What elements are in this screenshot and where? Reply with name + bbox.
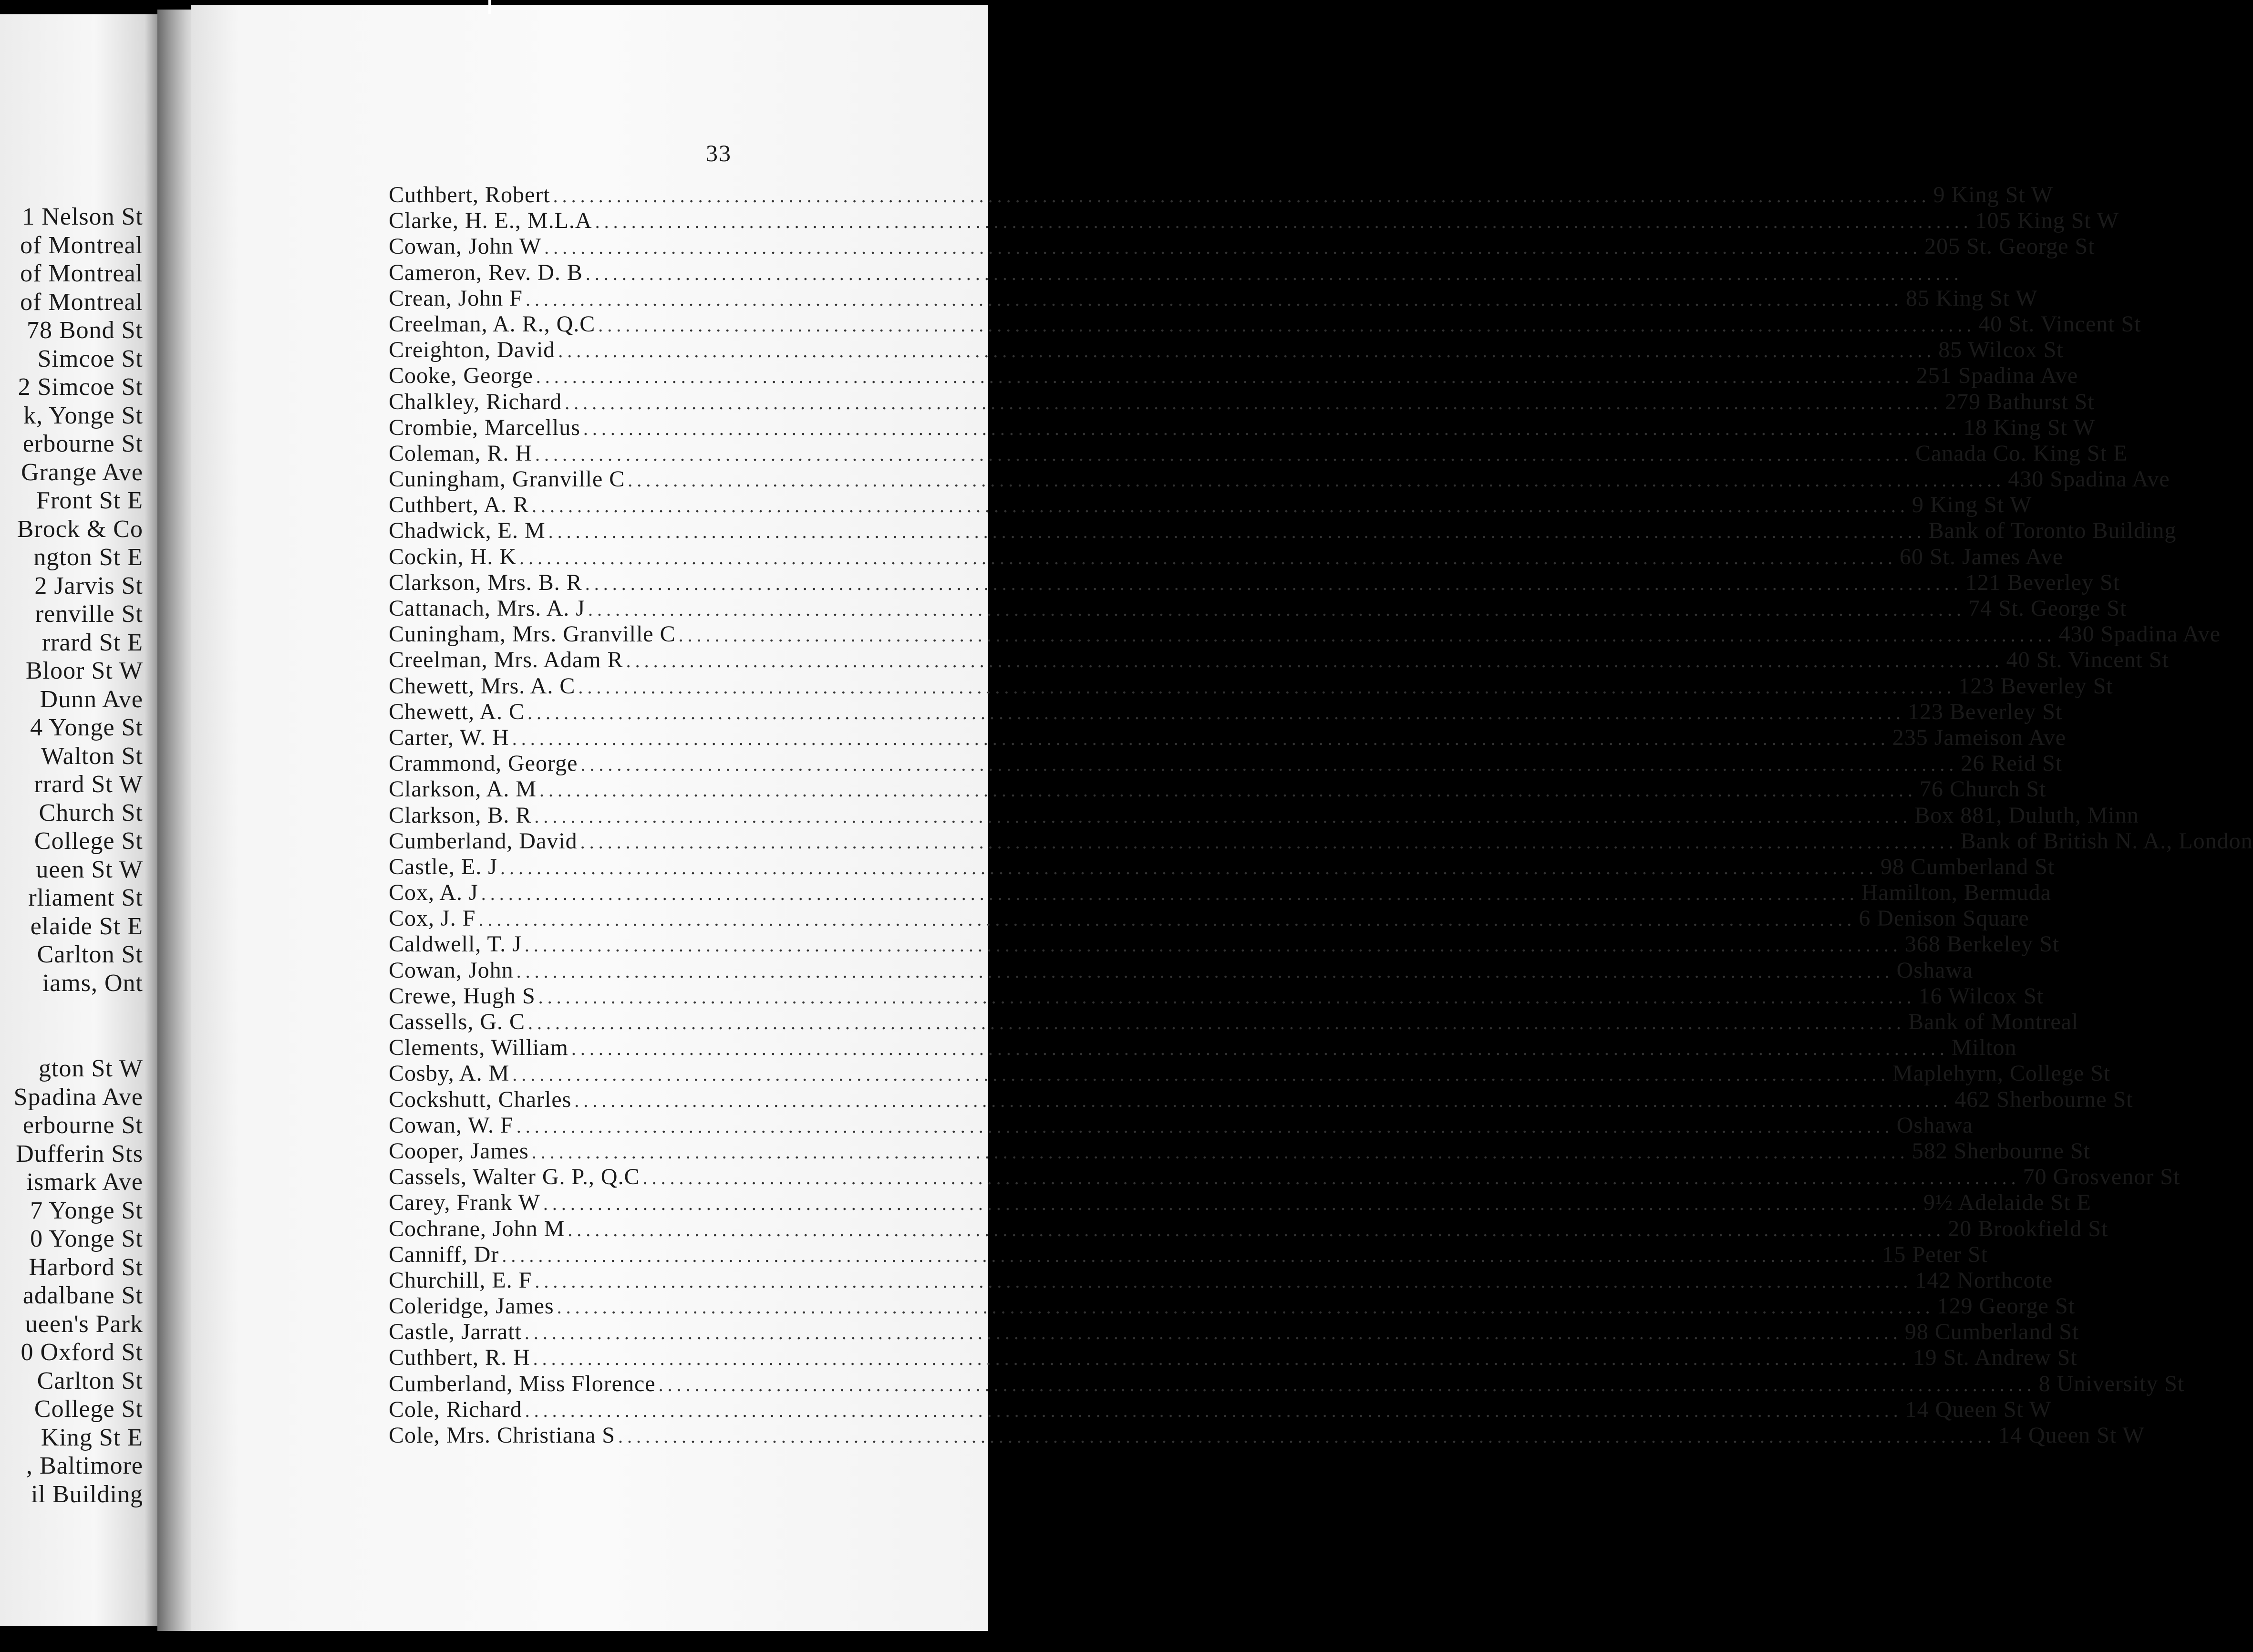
dot-leader [525,1320,1902,1346]
entry-name: Cassels, Walter G. P., Q.C [389,1164,640,1190]
entry-address: 40 St. Vincent St [1978,311,2141,337]
entry-name: Carter, W. H [389,724,509,750]
left-page-line: Front St E [36,487,143,514]
entry-address: 85 King St W [1905,285,2038,311]
entry-name: Cole, Richard [389,1396,522,1422]
dot-leader [568,1217,1945,1243]
entry-address: 368 Berkeley St [1904,931,2060,957]
directory-entry [389,1112,1974,1138]
entry-name: Cowan, John W [389,234,542,259]
directory-entry [389,518,2177,544]
entry-name: Clarkson, Mrs. B. R [389,569,582,595]
directory-entry [389,569,2120,596]
directory-entry [389,1009,2079,1035]
left-page-line: 2 Jarvis St [34,572,143,599]
entry-name: Carey, Frank W [389,1190,540,1216]
dot-leader [643,1165,2020,1191]
directory-entry [389,957,1974,983]
directory-entry [389,1293,2076,1319]
dot-leader [626,648,2004,674]
left-page-line: 1 Nelson St [22,203,143,230]
left-page-line: rrard St W [34,771,143,798]
entry-name: Clarke, H. E., M.L.A [389,208,592,234]
directory-entry [389,776,2046,802]
dot-leader [558,338,1935,364]
left-page-line: Brock & Co [17,515,143,543]
entry-address: 14 Queen St W [1905,1396,2052,1422]
entry-address: 15 Peter St [1882,1241,1988,1267]
entry-address: 105 King St W [1975,208,2119,234]
left-page-line: Simcoe St [37,345,143,372]
directory-entry [389,1396,2052,1423]
directory-entry [389,621,2221,647]
left-page-line [14,997,143,1054]
entry-address: 76 Church St [1920,776,2046,802]
directory-entry [389,285,2038,311]
dot-leader [539,777,1917,803]
left-page-line: erbourne St [22,1112,143,1139]
entry-name: Cuthbert, A. R [389,492,529,518]
directory-entry [389,544,2064,570]
entry-name: Cockshutt, Charles [389,1086,572,1112]
dot-leader [525,932,1902,958]
right-page [191,5,2253,1631]
directory-entry [389,724,2067,751]
left-page-line: Bloor St W [26,657,143,684]
directory-entry [389,1164,2181,1190]
entry-name: Coleman, R. H [389,440,532,466]
entry-name: Cumberland, Miss Florence [389,1371,656,1396]
dot-leader [588,597,1965,622]
left-page-line: Spadina Ave [13,1083,143,1111]
left-page-line: Dufferin Sts [16,1140,143,1167]
entry-address: 70 Grosvenor St [2023,1164,2181,1190]
directory-entries [389,182,2253,1448]
left-page [0,14,157,1626]
page-edge-mark [488,0,491,14]
entry-address: 582 Sherbourne St [1912,1138,2090,1164]
entry-name: Chadwick, E. M [389,518,546,544]
dot-leader [543,1191,1921,1217]
left-page-line: Grange Ave [21,458,143,486]
entry-name: Castle, E. J [389,854,497,879]
left-page-line: , Baltimore [26,1452,143,1479]
entry-address: 26 Reid St [1961,751,2063,776]
entry-name: Cuningham, Granville C [389,466,625,492]
dot-leader [553,183,1931,209]
dot-leader [538,984,1916,1010]
dot-leader [512,1062,1890,1087]
left-page-line: College St [34,1395,143,1423]
entry-address: Bank of British N. A., London [1960,828,2253,854]
dot-leader [583,416,1961,442]
dot-leader [535,442,1912,467]
entry-address: 19 St. Andrew St [1913,1345,2077,1371]
entry-name: Caldwell, T. J [389,931,522,957]
dot-leader [557,1294,1934,1320]
left-page-line: of Montreal [20,288,143,316]
entry-name: Cole, Mrs. Christiana S [389,1423,615,1448]
directory-entry [389,234,2095,259]
left-page-line: 2 Simcoe St [18,373,143,401]
entry-address: Oshawa [1896,1112,1974,1138]
dot-leader [532,1139,1909,1165]
left-page-line: adalbane St [22,1282,143,1309]
entry-address: 40 St. Vincent St [2006,647,2169,673]
entry-name: Chalkley, Richard [389,389,562,414]
entry-name: Crean, John F [389,285,523,311]
entry-address: 20 Brookfield St [1948,1216,2108,1241]
dot-leader [618,1424,1995,1449]
left-page-line: Harbord St [29,1253,143,1281]
entry-address: 430 Spadina Ave [2058,621,2221,647]
left-page-line: 0 Oxford St [21,1339,143,1366]
entry-address: Hamilton, Bermuda [1861,880,2051,906]
directory-entry [389,673,2113,699]
dot-leader [571,1036,1949,1062]
entry-address: Bank of Toronto Building [1928,518,2177,544]
dot-leader [532,493,1909,519]
entry-name: Crombie, Marcellus [389,414,580,440]
entry-address: 9½ Adelaide St E [1923,1190,2091,1216]
entry-address: 6 Denison Square [1859,906,2029,931]
entry-address: Box 881, Duluth, Minn [1914,802,2139,828]
entry-address: 16 Wilcox St [1918,983,2044,1009]
left-page-line: 0 Yonge St [30,1225,143,1252]
directory-entry [389,802,2139,828]
dot-leader [534,804,1912,829]
entry-name: Cowan, W. F [389,1112,514,1138]
left-page-line: ueen's Park [25,1310,143,1338]
directory-entry [389,828,2253,854]
left-page-line: il Building [31,1480,143,1508]
directory-entry [389,363,2078,389]
dot-leader [502,1243,1879,1269]
directory-entry [389,260,1083,286]
directory-entry [389,751,2063,776]
directory-entry [389,1061,2111,1086]
entry-address: 98 Cumberland St [1880,854,2055,879]
left-page-line: ismark Ave [26,1168,143,1196]
dot-leader [519,545,1897,571]
entry-name: Cooper, James [389,1138,529,1164]
dot-leader [478,907,1856,932]
directory-entry [389,492,2032,518]
dot-leader [528,1010,1905,1036]
left-page-lines [14,203,143,1508]
left-page-line: iams, Ont [42,969,143,997]
directory-entry [389,596,2127,621]
entry-name: Cumberland, David [389,828,578,854]
left-page-line: rliament St [28,884,143,911]
directory-entry [389,182,2054,208]
dot-leader [595,209,1973,235]
directory-entry [389,208,2119,234]
entry-name: Cooke, George [389,363,533,389]
entry-name: Chewett, A. C [389,699,525,724]
book-gutter [157,10,196,1631]
entry-name: Coleridge, James [389,1293,554,1319]
dot-leader [517,959,1894,984]
dot-leader [659,1372,2036,1398]
entry-address: 8 University St [2038,1371,2185,1396]
left-page-line: rrard St E [41,629,143,656]
directory-entry [389,1423,2145,1448]
directory-entry [389,1138,2090,1164]
dot-leader [628,467,2005,493]
entry-name: Cowan, John [389,957,514,983]
entry-address: Maplehyrn, College St [1892,1061,2111,1086]
directory-entry [389,466,2170,492]
directory-entry [389,931,2060,957]
left-page-line: Dunn Ave [40,685,143,713]
entry-name: Cochrane, John M [389,1216,565,1241]
dot-leader [500,855,1878,881]
entry-address: 85 Wilcox St [1938,337,2064,363]
left-page-line: Church St [39,799,143,826]
dot-leader [548,519,1926,545]
entry-name: Cameron, Rev. D. B [389,259,583,285]
entry-address: Canada Co. King St E [1915,440,2128,466]
directory-entry [389,983,2044,1009]
entry-address: 74 St. George St [1968,596,2127,621]
left-page-line: ueen St W [36,856,143,883]
entry-name: Creighton, David [389,337,556,363]
entry-address: 251 Spadina Ave [1916,363,2078,389]
directory-entry [389,311,2141,337]
entry-address: 14 Queen St W [1998,1423,2145,1448]
left-page-line: gton St W [39,1055,143,1082]
directory-entry [389,1267,2053,1293]
dot-leader [536,364,1913,390]
entry-address: Bank of Montreal [1908,1009,2079,1034]
left-page-line: King St E [41,1424,143,1451]
dot-leader [525,1398,1902,1424]
entry-address: 9 King St W [1933,182,2054,207]
entry-address: 205 St. George St [1924,234,2095,259]
left-page-line: k, Yonge St [23,402,143,429]
directory-entry [389,1086,2133,1113]
entry-address: 123 Beverley St [1908,699,2063,724]
entry-name: Cattanach, Mrs. A. J [389,596,585,621]
entry-address: 18 King St W [1963,414,2096,440]
directory-entry [389,1371,2185,1397]
entry-address: 430 Spadina Ave [2008,466,2170,492]
entry-address: 129 George St [1937,1293,2076,1319]
dot-leader [586,261,1963,287]
left-page-line: Carlton St [37,941,143,968]
entry-name: Clements, William [389,1035,568,1061]
entry-address: 9 King St W [1912,492,2032,518]
dot-leader [512,726,1890,752]
dot-leader [585,571,1963,597]
entry-address: 60 St. James Ave [1899,544,2064,569]
dot-leader [517,1114,1894,1139]
entry-name: Cox, A. J [389,880,478,906]
entry-address: 121 Beverley St [1965,569,2120,595]
entry-address: 123 Beverley St [1958,673,2113,699]
entry-name: Clarkson, B. R [389,802,532,828]
left-page-line: renville St [35,600,143,628]
left-page-line: 78 Bond St [26,317,143,344]
entry-name: Churchill, E. F [389,1267,532,1293]
left-page-line: of Montreal [20,260,143,287]
directory-entry [389,647,2169,673]
directory-entry [389,337,2064,363]
entry-name: Clarkson, A. M [389,776,537,802]
entry-name: Cosby, A. M [389,1061,510,1086]
directory-entry [389,699,2063,725]
dot-leader [574,1088,1952,1114]
left-page-line: of Montreal [20,231,143,259]
dot-leader [580,829,1958,855]
left-page-line: ngton St E [33,544,143,571]
entry-name: Cockin, H. K [389,544,517,569]
directory-entry [389,1190,2091,1216]
left-page-line: Carlton St [37,1367,143,1394]
entry-name: Creelman, Mrs. Adam R [389,647,623,673]
entry-address: 235 Jameison Ave [1892,724,2067,750]
left-page-line: 7 Yonge St [30,1197,143,1224]
dot-leader [598,312,1975,338]
entry-name: Crewe, Hugh S [389,983,536,1009]
entry-name: Cox, J. F [389,906,476,931]
entry-name: Chewett, Mrs. A. C [389,673,576,699]
entry-address: 98 Cumberland St [1904,1319,2079,1345]
left-page-line: 4 Yonge St [30,714,143,741]
left-page-line: erbourne St [22,430,143,457]
directory-entry [389,440,2128,466]
dot-leader [526,287,1903,312]
entry-name: Canniff, Dr [389,1241,499,1267]
entry-address: 142 Northcote [1915,1267,2053,1293]
entry-name: Crammond, George [389,751,578,776]
directory-entry [389,1035,2017,1061]
directory-entry [389,906,2029,931]
dot-leader [535,1269,1912,1294]
dot-leader [679,622,2056,648]
entry-name: Cuthbert, R. H [389,1345,530,1371]
directory-entry [389,389,2095,415]
directory-entry [389,880,2051,906]
directory-entry [389,1241,1988,1268]
dot-leader [565,390,1942,416]
entry-name: Cuningham, Mrs. Granville C [389,621,676,647]
entry-address: 279 Bathurst St [1945,389,2095,414]
left-page-line: Walton St [41,742,143,770]
entry-name: Cuthbert, Robert [389,182,550,207]
directory-entry [389,1216,2108,1242]
entry-name: Castle, Jarratt [389,1319,522,1345]
dot-leader [544,235,1922,260]
directory-entry [389,1345,2077,1371]
dot-leader [481,881,1859,907]
directory-entry [389,1319,2079,1345]
left-page-line: elaide St E [30,912,143,940]
directory-entry [389,854,2055,880]
dot-leader [533,1346,1911,1372]
entry-address: Milton [1951,1035,2017,1061]
page-number: 33 [706,140,732,166]
left-page-line: College St [34,827,143,855]
entry-address: 462 Sherbourne St [1954,1086,2133,1112]
dot-leader [527,700,1905,726]
entry-address: Oshawa [1896,957,1974,983]
dot-leader [578,674,1955,700]
directory-entry [389,414,2096,441]
dot-leader [580,752,1958,777]
entry-name: Cassells, G. C [389,1009,526,1034]
entry-name: Creelman, A. R., Q.C [389,311,596,337]
